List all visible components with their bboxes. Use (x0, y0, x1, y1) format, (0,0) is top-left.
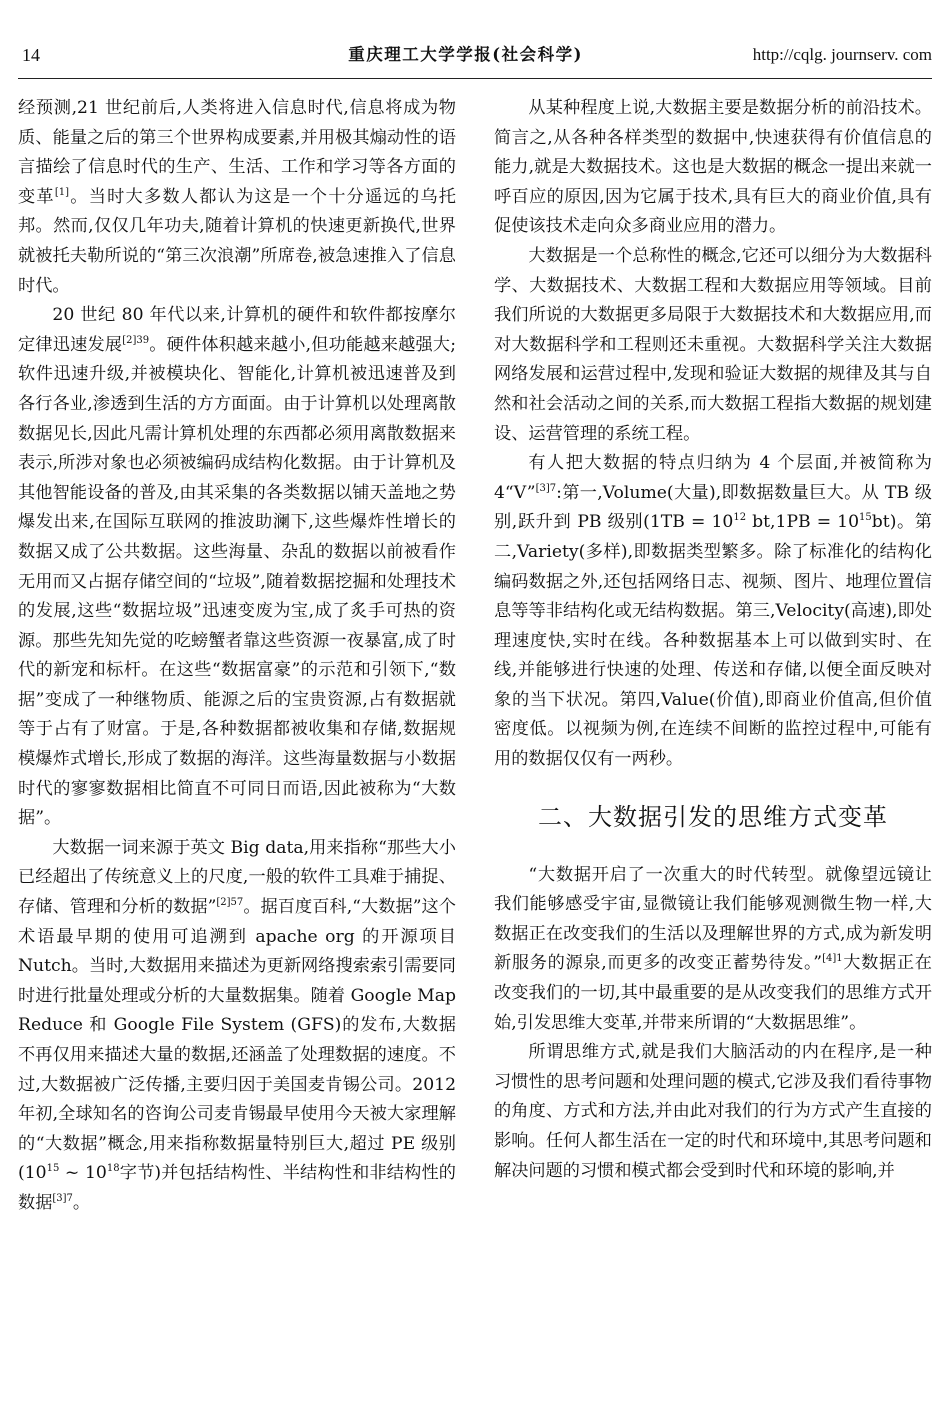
right-column (494, 94, 932, 1186)
exponent: 18 (106, 1163, 120, 1175)
exponent: 15 (859, 512, 872, 524)
page-number: 14 (22, 45, 40, 65)
exponent: 12 (733, 512, 747, 524)
citation[interactable]: [1] (54, 186, 70, 198)
citation[interactable]: [2]39 (122, 334, 150, 346)
journal-title: 重庆理工大学学报(社会科学) (348, 45, 583, 64)
citation[interactable]: [4]1 (822, 953, 843, 965)
paragraph: 从某种程度上说,大数据主要是数据分析的前沿技术。简言之,从各种各样类型的数据中,快速获得有价值信息的能力,就是大数据技术。这也是大数据的概念一提出来就一呼百应的原因,因为它属于技术,具有巨大的商业价值,具有促使该技术走向众多商业应用的潜力。 (494, 98, 932, 237)
paragraph: 大数据是一个总称性的概念,它还可以细分为大数据科学、大数据技术、大数据工程和大数据应用等领域。目前我们所说的大数据更多局限于大数据技术和大数据应用,而对大数据科学和工程则还未重视。大数据科学关注大数据网络发展和运营过程中,发现和验证大数据的规律及其与自然和社会活动之间的关系,而大数据工程指大数据的规划建设、运营管理的系统工程。 (494, 245, 932, 444)
journal-url[interactable]: http://cqlg. journserv. com (752, 45, 932, 64)
exponent: 15 (46, 1163, 60, 1175)
paragraph: “大数据开启了一次重大的时代转型。就像望远镜让我们能够感受宇宙,显微镜让我们能够观测微生物一样,大数据正在改变我们的生活以及理解世界的方式,成为新发明新服务的源泉,而更多的改变正蓄势待发。”$^{[4]1}$大数据正在改变我们的一切,其中最重要的是从改变我们的思维方式开始,引发思维大变革,并带来所谓的“大数据思维”。 (494, 864, 932, 1033)
paragraph: 20 世纪 80 年代以来,计算机的硬件和软件都按摩尔定律迅速发展$^{[2]39}$。硬件体积越来越小,但功能越来越强大;软件迅速升级,并被模块化、智能化,计算机被迅速普及到各行各业,渗透到生活的方方面面。由于计算机以处理离散数据见长,因此凡需计算机处理的东西都必须用离散数据来表示,所涉对象也必须被编码成结构化数据。由于计算机及其他智能设备的普及,由其采集的各类数据以铺天盖地之势爆发出来,在国际互联网的推波助澜下,这些爆炸性增长的数据又成了公共数据。这些海量、杂乱的数据以前被看作无用而又占据存储空间的“垃圾”,随着数据挖掘和处理技术的发展,这些“数据垃圾”迅速变废为宝,成了炙手可热的资源。那些先知先觉的吃螃蟹者靠这些资源一夜暴富,成了时代的新宠和标杆。在这些“数据富豪”的示范和引领下,“数据”变成了一种继物质、能源之后的宝贵资源,占有数据就等于占有了财富。于是,各种数据都被收集和存储,数据规模爆炸式增长,形成了数据的海洋。这些海量数据与小数据时代的寥寥数据相比简直不可同日而语,因此被称为“大数据”。 (18, 305, 456, 829)
section-heading: 二、大数据引发的思维方式变革 (538, 802, 888, 831)
paragraph: 大数据一词来源于英文 Big data,用来指称“那些大小已经超出了传统意义上的尺度,一般的软件工具难于捕捉、存储、管理和分析的数据”$^{[2]57}$。据百度百科,“大数据”这个术语最早期的使用可追溯到 apache org 的开源项目 Nutch。当时,大数据用来描述为更新网络搜索索引需要同时进行批量处理或分析的大量数据集。随着 Google Map Reduce 和 Google File System (GFS)的发布,大数据不再仅用来描述大量的数据,还涵盖了处理数据的速度。不过,大数据被广泛传播,主要归因于美国麦肯锡公司。2012 年初,全球知名的咨询公司麦肯锡最早使用今天被大家理解的“大数据”概念,用来指称数据量特别巨大,超过 PE 级别($10^{15}$ ~ $10^{18}$字节)并包括结构性、半结构性和非结构性的数据$^{[3]7}$。 (18, 837, 456, 1213)
citation[interactable]: [3]7 (535, 482, 557, 494)
left-column (18, 94, 456, 1219)
citation[interactable]: [3]7 (52, 1192, 73, 1204)
running-header (18, 0, 932, 79)
paragraph: 经预测,21 世纪前后,人类将进入信息时代,信息将成为物质、能量之后的第三个世界构成要素,并用极其煽动性的语言描绘了信息时代的生产、生活、工作和学习等各方面的变革[1]。当时大多数人都认为这是一个十分遥远的乌托邦。然而,仅仅几年功夫,随着计算机的快速更新换代,世界就被托夫勒所说的“第三次浪潮”所席卷,被急速推入了信息时代。 (18, 98, 456, 296)
citation[interactable]: [2]57 (216, 897, 244, 909)
paragraph: 所谓思维方式,就是我们大脑活动的内在程序,是一种习惯性的思考问题和处理问题的模式,它涉及我们看待事物的角度、方式和方法,并由此对我们的行为方式产生直接的影响。任何人都生活在一定的时代和环境中,其思考问题和解决问题的习惯和模式都会受到时代和环境的影响,并 (494, 1042, 932, 1181)
paragraph: 有人把大数据的特点归纳为 4 个层面,并被简称为 4“V”$^{[3]7}$:第一,Volume(大量),即数据数量巨大。从 TB 级别,跃升到 PB 级别($1TB = 10^{12}$ $bt,1PB = 10^{15}bt$)。第二,Variety(多样),即数据类型繁多。除了标准化的结构化编码数据之外,还包括网络日志、视频、图片、地理位置信息等等非结构化或无结构数据。第三,Velocity(高速),即处理速度快,实时在线。各种数据基本上可以做到实时、在线,并能够进行快速的处理、传送和存储,以便全面反映对象的当下状况。第四,Value(价值),即商业价值高,但价值密度低。以视频为例,在连续不间断的监控过程中,可能有用的数据仅仅有一两秒。 (494, 453, 932, 770)
